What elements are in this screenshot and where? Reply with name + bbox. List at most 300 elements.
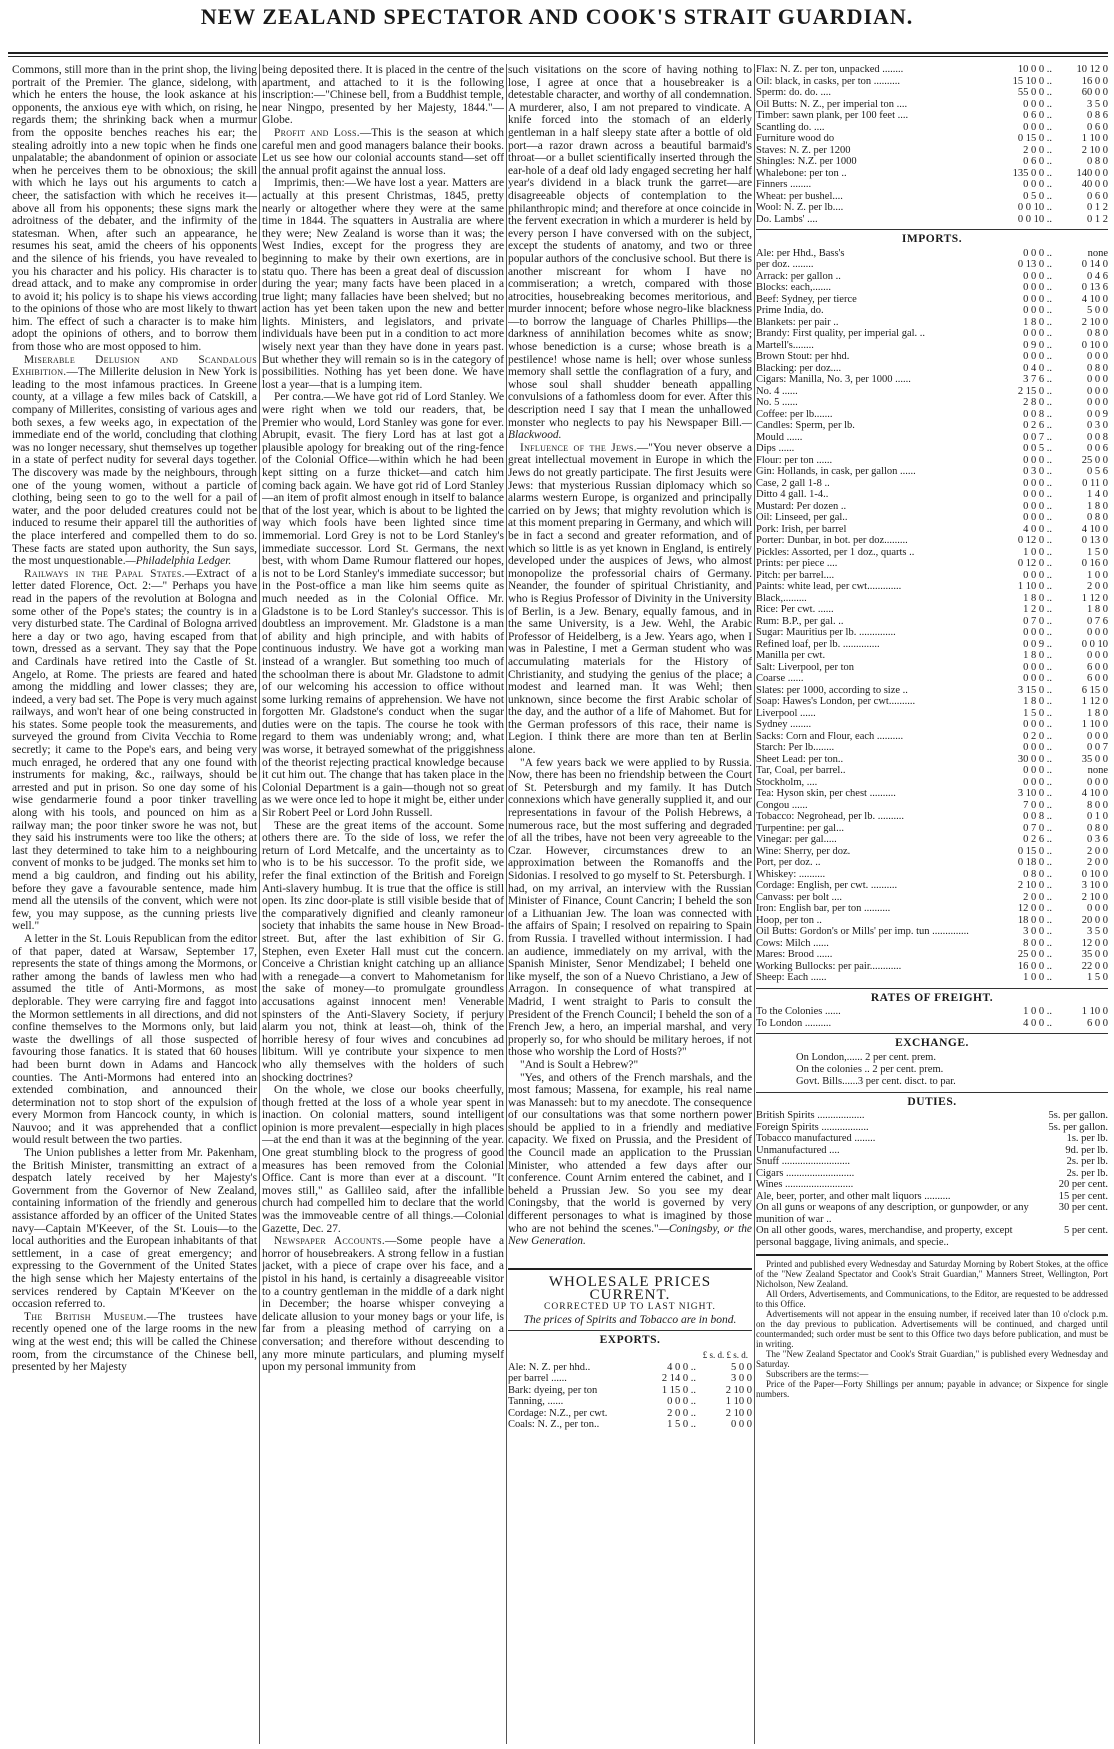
wholesale-prices-subtitle: CORRECTED UP TO LAST NIGHT. (544, 1302, 716, 1313)
price-low: 1 8 0 .. (1023, 696, 1052, 708)
price-high: none (1087, 765, 1108, 777)
item-name: Scantling do. .... (756, 121, 825, 133)
import-row (756, 754, 1108, 766)
price-high: 6 0 0 (1087, 1017, 1108, 1029)
item-name: Congou ...... (756, 799, 808, 811)
item-name: Oil Butts: N. Z., per imperial ton .... (756, 98, 908, 110)
item-name: Staves: N. Z. per 1200 (756, 144, 851, 156)
price-low: 1 8 0 .. (1023, 592, 1052, 604)
item-name: Paints: white lead, per cwt............. (756, 581, 902, 593)
import-row (756, 627, 1108, 639)
price-low: 1 15 0 .. (661, 1384, 696, 1396)
price-low: 0 0 0 .. (1023, 719, 1052, 731)
item-name: Whiskey: .......... (756, 868, 826, 880)
export-row (756, 133, 1108, 145)
article-text: —The Millerite delusion in New York is leading to the most infamous practices. In Greene county, at a village a few miles back of Catskill, a company of Millerites, consisting of various ages and both sexes, a few weeks ago, in expectation of the immediate end of the world, concluding that clothing was no longer necessary, shut themselves up together in a state of perfect nudity for several days together. The discovery was made by the neighbours, through one of the young women, without a particle of clothing, being seen to go to the well for a pail of water, and the poor deluded creatures could not be induced to resume their apparel till the authorities of the place interfered and compelled them to do so. These facts are stated upon authority, the Sun says, the most unquestionable. (12, 366, 257, 568)
article-paragraph: being deposited there. It is placed in the centre of the apartment, and attached to it is the following inscription:—"Chinese bell, from a Buddhist temple, near Ningpo, presented by her Majesty, 1844."—Globe. (262, 64, 504, 127)
price-high: 0 14 0 (1081, 259, 1108, 271)
import-row (756, 742, 1108, 754)
item-name: Case, 2 gall 1-8 .. (756, 477, 830, 489)
freight-row (756, 1006, 1108, 1018)
exports-table (508, 1362, 752, 1431)
price-low: 0 2 6 .. (1023, 420, 1052, 432)
item-name: Mares: Brood ...... (756, 949, 833, 961)
price-high: 2 10 0 (1081, 891, 1108, 903)
import-row (756, 409, 1108, 421)
item-name: Do. Lambs' .... (756, 213, 818, 225)
column-divider (259, 64, 260, 1744)
price-low: 8 0 0 .. (1023, 937, 1052, 949)
item-name: Starch: Per lb........ (756, 742, 835, 754)
item-name: Wheat: per bushel.... (756, 190, 843, 202)
exchange-line: On the colonies .. 2 per cent. prem. (796, 1063, 944, 1075)
price-low: 0 0 0 .. (1023, 742, 1052, 754)
masthead-rule (8, 52, 1108, 54)
price-low: 4 0 0 .. (667, 1361, 696, 1373)
item-name: Mustard: Per dozen .. (756, 500, 847, 512)
price-high: 0 16 0 (1081, 558, 1108, 570)
article-paragraph: These are the great items of the account. Some others there are. To the side of loss, we refer the return of Lord Metcalfe, and the uncertainty as to who is to be his successor. To the profit side, we refer the final extinction of the British and Foreign Anti-slavery humbug. It is true that the office is still open. Its zinc door-plate is still visible beside that of the comparatively dignified and cleanly ramoneur society that inhabits the same house in New Broad-street. But, after the last exhibition of Sir G. Stephen, even Exeter Hall must cut the concern. Conceive a Christian knight catching up an alliance with a renegade—a convert to Mahometanism for the sake of money—to promulgate groundless accusations against innocent men! Venerable spinsters of the Anti-Slavery Society, if perjury alarm you not, think at least—oh, think of the horrible heresy of four wives and concubines ad libitum. Will ye contribute your sixpence to men who ally themselves with the holders of such shocking doctrines? (262, 819, 504, 1084)
import-row (756, 593, 1108, 605)
export-row (508, 1362, 752, 1374)
price-low: 0 0 0 .. (1023, 351, 1052, 363)
price-high: 0 0 0 (1087, 776, 1108, 788)
masthead-rule-thin (8, 56, 1108, 57)
import-row (756, 374, 1108, 386)
item-name: Dips ...... (756, 443, 795, 455)
item-name: Brown Stout: per hhd. (756, 351, 850, 363)
price-high: 5 0 0 (731, 1361, 752, 1373)
import-row (756, 282, 1108, 294)
article-paragraph (12, 1311, 257, 1374)
article-paragraph (12, 354, 257, 568)
item-name: No. 4 ...... (756, 385, 798, 397)
price-low: 0 9 0 .. (1023, 339, 1052, 351)
item-name: Hoop, per ton .. (756, 914, 822, 926)
export-row (756, 87, 1108, 99)
article-text: such visitations on the score of having nothing to lose, I agree at once that a housebreaker is a detestable character, and worthy of all condemnation. A murderer, also, I am not prepared to vindicate. A knife forced into the stomach of an elderly gentleman in a half sleepy state after a bottle of old port—a razor drawn across a beautiful barmaid's throat—or a bullet scientifically inserted through the ear-hole of a deaf old lady engaged secreting her half year's dividend in a black trunk the garret—are disagreeable objects of contemplation to the philanthropic mind; and therefore at once coincide in the fervent execration in which a murderer is held by every person I have conversed with on the subject, except the students of anatomy, and two or three popular authors of the conclusive school. But there is another miscreant for whom I have no commiseration; a wretch, compared with those atrocities, housebreaking becomes meritorious, and murder innocent; before whose negro-like blackness—to borrow the language of Charles Phillips—the darkness of annihilation becomes white as snow; whose benediction is a curse; whose breath is a pestilence! whose name is hell; over whose sunless memory shall settle the conflagration of a fury, and whose soul shall shudder beneath appalling convulsions of a fathomless doom for ever. After this description need I say that I mean the unhallowed monster who neglects to pay his Newspaper Bill. (508, 64, 752, 429)
import-row (756, 616, 1108, 628)
price-high: 1 12 0 (1081, 696, 1108, 708)
item-name: Blankets: per pair .. (756, 316, 839, 328)
import-row (756, 535, 1108, 547)
price-high: 2 0 0 (1087, 845, 1108, 857)
item-name: Gin: Hollands, in cask, per gallon ...... (756, 466, 916, 478)
price-high: 6 0 0 (1087, 673, 1108, 685)
price-low: 0 5 0 .. (1023, 190, 1052, 202)
article-paragraph (262, 127, 504, 177)
article-text: —The trustees have recently opened one of the large rooms in the new wing at the west end; this will be called the Chinese room, from the circumstance of the Chinese bell, presented by her Majesty (12, 1310, 257, 1374)
price-low: 1 8 0 .. (1023, 316, 1052, 328)
export-row (508, 1419, 752, 1431)
export-row (756, 202, 1108, 214)
duty-item: Wines .......................... (756, 1179, 854, 1191)
price-low: 1 0 0 .. (1023, 546, 1052, 558)
imprint-line: Subscribers are the terms:— (766, 1369, 869, 1380)
item-name: Working Bullocks: per pair............ (756, 960, 902, 972)
export-row (508, 1396, 752, 1408)
price-high: 0 13 6 (1081, 282, 1108, 294)
price-high: 0 8 0 (1087, 362, 1108, 374)
price-low: 0 0 10 .. (1017, 213, 1052, 225)
price-low: 0 0 0 .. (1023, 293, 1052, 305)
price-high: 0 8 0 (1087, 156, 1108, 167)
item-name: Bark: dyeing, per ton (508, 1384, 598, 1396)
import-row (756, 823, 1108, 835)
price-low: 0 0 0 .. (1023, 776, 1052, 788)
item-name: Whalebone: per ton .. (756, 167, 847, 179)
import-row (756, 512, 1108, 524)
price-high: 12 0 0 (1081, 937, 1108, 949)
price-low: 16 0 0 .. (1017, 960, 1052, 972)
price-high: 3 0 0 (731, 1373, 752, 1385)
price-low: 3 0 0 .. (1023, 926, 1052, 938)
export-row (756, 110, 1108, 122)
import-row (756, 685, 1108, 697)
imprint-line: Advertisements will not appear in the ensuing number, if received later than 10 o'clock p.m. on the day previous to publication. Advertisements will be continued, and charged until countermanded; such order must be sent to this Office two days before publication, and must be in writing. (756, 1309, 1108, 1350)
item-name: Sacks: Corn and Flour, each .......... (756, 730, 904, 742)
price-high: 3 5 0 (1087, 98, 1108, 110)
price-low: 1 0 0 .. (1023, 1006, 1052, 1018)
price-high: 2 10 0 (725, 1384, 752, 1396)
price-low: 0 0 0 .. (1023, 247, 1052, 259)
item-name: Finners ........ (756, 179, 812, 190)
price-high: 40 0 0 (1081, 179, 1108, 190)
price-high: 0 0 0 (1087, 351, 1108, 363)
import-row (756, 524, 1108, 536)
price-high: 0 5 6 (1087, 466, 1108, 478)
price-high: 1 0 0 (1087, 569, 1108, 581)
price-low: 1 8 0 .. (1023, 650, 1052, 662)
item-name: Coals: N. Z., per ton.. (508, 1419, 600, 1431)
price-high: 0 1 0 (1087, 811, 1108, 823)
article-paragraph (262, 1235, 504, 1374)
price-high: 3 5 0 (1087, 926, 1108, 938)
item-name: Canvass: per bolt .... (756, 891, 843, 903)
price-low: 0 13 0 .. (1017, 259, 1052, 271)
import-row (756, 455, 1108, 467)
duty-rate: 2s. per lb. (1066, 1156, 1108, 1168)
price-low: 30 0 0 .. (1017, 753, 1052, 765)
item-name: Sheep: Each ...... (756, 972, 827, 984)
price-low: 0 0 9 .. (1023, 638, 1052, 650)
duty-row (756, 1156, 1108, 1168)
price-low: 1 5 0 .. (667, 1419, 696, 1431)
price-high: 0 8 0 (1087, 328, 1108, 340)
price-low: 0 7 0 .. (1023, 822, 1052, 834)
item-name: Coffee: per lb....... (756, 408, 833, 420)
import-row (756, 880, 1108, 892)
item-name: Timber: sawn plank, per 100 feet .... (756, 110, 909, 121)
price-low: 2 0 0 .. (1023, 144, 1052, 156)
import-row (756, 892, 1108, 904)
item-name: Wool: N. Z. per lb.... (756, 202, 844, 213)
price-low: 1 0 0 .. (1023, 972, 1052, 984)
article-text: —This is the season at which careful men and good managers balance their books. Let us see how our colonial accounts stand—set off the annual profit against the annual loss. (262, 126, 504, 177)
item-name: Cows: Milch ...... (756, 937, 829, 949)
duty-rate: 9d. per lb. (1065, 1144, 1108, 1156)
price-high: 4 10 0 (1081, 523, 1108, 535)
item-name: Oil: black, in casks, per ton .......... (756, 75, 901, 87)
price-high: 0 0 0 (1087, 730, 1108, 742)
item-name: Iron: English bar, per ton .......... (756, 903, 891, 915)
export-row (508, 1373, 752, 1385)
price-low: 0 0 7 .. (1023, 431, 1052, 443)
duty-rate: 5 per cent. (1063, 1225, 1108, 1237)
price-low: 0 0 0 .. (1023, 121, 1052, 133)
price-low: 0 12 0 .. (1017, 558, 1052, 570)
import-row (756, 961, 1108, 973)
duty-item: Cigars .......................... (756, 1167, 855, 1179)
price-low: 0 0 0 .. (1023, 179, 1052, 190)
price-low: 0 0 0 .. (1023, 305, 1052, 317)
import-row (756, 650, 1108, 662)
price-high: 0 0 0 (1087, 627, 1108, 639)
price-low: 0 0 0 .. (1023, 661, 1052, 673)
import-row (756, 788, 1108, 800)
import-row (756, 777, 1108, 789)
duties-table (756, 1110, 1108, 1248)
duty-rate: 2s. per lb. (1066, 1167, 1108, 1179)
import-row (756, 869, 1108, 881)
import-row (756, 397, 1108, 409)
price-high: 8 0 0 (1087, 799, 1108, 811)
price-high: 0 0 6 (1087, 443, 1108, 455)
exports-title: EXPORTS. (508, 1330, 752, 1347)
item-name: Oil: Linseed, per gal.. (756, 512, 848, 524)
import-row (756, 708, 1108, 720)
article-source: —Blackwood. (508, 416, 752, 442)
import-row (756, 259, 1108, 271)
duty-row (756, 1225, 1108, 1248)
import-row (756, 662, 1108, 674)
import-row (756, 248, 1108, 260)
price-high: 2 10 0 (1081, 316, 1108, 328)
price-high: 3 10 0 (1081, 880, 1108, 892)
price-low: 0 7 0 .. (1023, 615, 1052, 627)
imprint-line: Price of the Paper—Forty Shillings per annum; payable in advance; or Sixpence for single numbers. (756, 1379, 1108, 1400)
column-divider (506, 64, 507, 1744)
price-high: 1 8 0 (1087, 604, 1108, 616)
item-name: Furniture wood do (756, 133, 835, 144)
price-low: 0 15 0 .. (1017, 133, 1052, 144)
item-name: Ale: N. Z. per hhd.. (508, 1361, 591, 1373)
price-high: 2 10 0 (725, 1407, 752, 1419)
price-low: 25 0 0 .. (1017, 949, 1052, 961)
price-high: 0 1 2 (1087, 213, 1108, 225)
article-paragraph (508, 64, 752, 442)
price-low: 1 10 0 .. (1017, 581, 1052, 593)
freight-table (756, 1006, 1108, 1029)
price-high: 0 6 0 (1087, 121, 1108, 133)
item-name: Flax: N. Z. per ton, unpacked ........ (756, 64, 904, 75)
item-name: Turpentine: per gal... (756, 822, 844, 834)
import-row (756, 938, 1108, 950)
import-row (756, 466, 1108, 478)
article-source: —Philadelphia Ledger. (125, 555, 232, 568)
price-high: 20 0 0 (1081, 914, 1108, 926)
imprint-line: All Orders, Advertisements, and Communications, to the Editor, are requested to be addressed to this Office. (756, 1289, 1108, 1310)
price-low: 2 10 0 .. (1017, 880, 1052, 892)
price-low: 135 0 0 .. (1012, 167, 1052, 179)
price-low: 0 8 0 .. (1023, 868, 1052, 880)
import-row (756, 731, 1108, 743)
price-high: 16 0 0 (1081, 75, 1108, 87)
import-row (756, 581, 1108, 593)
import-row (756, 317, 1108, 329)
export-row (756, 179, 1108, 191)
price-low: 0 0 0 .. (1023, 569, 1052, 581)
article-paragraph (508, 1072, 752, 1248)
export-row (508, 1385, 752, 1397)
exchange-list (756, 1052, 1108, 1088)
price-low: 0 0 0 .. (1023, 98, 1052, 110)
article-paragraph: Per contra.—We have got rid of Lord Stanley. We were right when we told our readers, that, be Premier who would, Lord Stanley was gone for ever. Abrupit, evasit. The fiery Lord has at last got a plausible apology for breaking out of the ring-fence of the Colonial Office—within which he had been kept sitting on a furze thicket—and catch him coming back again. We have got rid of Lord Stanley—an item of profit almost enough in itself to balance that of the lost year, which is about to be lighted the way which fools have been lighted since time immemorial. Lord Grey is not to be Lord Stanley's immediate successor. Lord St. Germans, the next best, with whom Dame Rumour flattered our hopes, is not to be Lord Stanley's immediate successor; but in the Post-office a man like him seems quite as much needed as in the Colonial Office. Mr. Gladstone is to be Lord Stanley's successor. This is doubtless an improvement. Mr. Gladstone is a man of ability and high principle, and with habits of continuous industry. We have got a working man instead of a wrangler. But something too much of the schoolman there is about Mr. Gladstone to admit of our welcoming his accession to office without some lurking remains of apprehension. We have not forgotten Mr. Gladstone's conduct when the sugar duties were on the tapis. The course he took with regard to them was undeniably wrong; and, what was worse, it betrayed somewhat of the priggishness of the theorist rejecting practical knowledge because it cut him out. The change that has taken place in the Colonial Department is a gain—though not so great as we were once led to hope it might be, either under Sir Robert Peel or Lord John Russell. (262, 391, 504, 820)
price-high: 0 7 6 (1087, 615, 1108, 627)
price-low: 3 7 6 .. (1023, 374, 1052, 386)
price-high: 140 0 0 (1076, 167, 1108, 179)
column-4 (756, 64, 1108, 1744)
price-high: 0 4 6 (1087, 270, 1108, 282)
import-row (756, 857, 1108, 869)
price-high: 2 10 0 (1081, 144, 1108, 156)
export-row (756, 156, 1108, 168)
price-low: 2 14 0 .. (661, 1373, 696, 1385)
import-row (756, 489, 1108, 501)
item-name: Martell's........ (756, 339, 814, 351)
exports-units-header: £ s. d. £ s. d. (702, 1349, 748, 1360)
duties-title: DUTIES. (756, 1092, 1108, 1109)
import-row (756, 696, 1108, 708)
item-name: Tobacco: Negrohead, per lb. .......... (756, 811, 904, 823)
masthead-title: NEW ZEALAND SPECTATOR AND COOK'S STRAIT GUARDIAN. (200, 4, 914, 29)
price-low: 0 0 0 .. (1023, 282, 1052, 294)
price-high: 1 10 0 (1081, 719, 1108, 731)
price-low: 4 0 0 .. (1023, 1017, 1052, 1029)
price-low: 0 0 5 .. (1023, 443, 1052, 455)
column-2 (262, 64, 504, 1744)
article-text: "Yes, and others of the French marshals, and the most famous; Massena, for example, his real name was Manasseh: but to my anecdote. The consequence of our consultations was that some northern power should be applied to in a friendly and mediative capacity. We fixed on Prussia, and the President of the Council made an application to the Prussian Minister, who attended a few days after our conference. Count Arnim entered the cabinet, and I beheld a Prussian Jew. So you see my dear Coningsby, that the world is governed by very different personages to what is imagined by those who are not behind the scenes." (508, 1071, 752, 1235)
import-row (756, 811, 1108, 823)
import-row (756, 328, 1108, 340)
item-name: Stockholm, .... (756, 776, 818, 788)
item-name: Pickles: Assorted, per 1 doz., quarts .. (756, 546, 915, 558)
item-name: Arrack: per gallon .. (756, 270, 841, 282)
article-paragraph: On the whole, we close our books cheerfully, though fretted at the loss of a whole year spent in inaction. On colonial matters, sound intelligent opinion is more prevalent—especially in high places—at the end than it was at the beginning of the year. One great stumbling block to the progress of good measures has been removed from the Colonial Office. Cant is more than ever at a discount. "It moves still," as Gallileo said, after the infallible church had compelled him to declare that the world was the immoveable centre of all things.—Colonial Gazette, Dec. 27. (262, 1084, 504, 1235)
duty-row (756, 1202, 1108, 1225)
price-low: 0 0 0 .. (1023, 627, 1052, 639)
item-name: Porter: Dunbar, in bot. per doz......... (756, 535, 908, 547)
price-low: 0 2 6 .. (1023, 834, 1052, 846)
item-name: per barrel ...... (508, 1373, 567, 1385)
price-low: 55 0 0 .. (1017, 87, 1052, 98)
import-row (756, 420, 1108, 432)
duty-item: Tobacco manufactured ........ (756, 1133, 876, 1145)
import-row (756, 501, 1108, 513)
price-high: 6 0 0 (1087, 661, 1108, 673)
price-high: 0 8 6 (1087, 110, 1108, 121)
item-name: Manilla per cwt. (756, 650, 826, 662)
wholesale-prices-note: The prices of Spirits and Tobacco are in bond. (523, 1313, 737, 1326)
price-high: 0 0 0 (1087, 397, 1108, 409)
price-high: 0 11 0 (1082, 477, 1108, 489)
duty-item: On all guns or weapons of any description, or gunpowder, or any munition of war .. (756, 1202, 1029, 1225)
item-name: Sheet Lead: per ton.. (756, 753, 844, 765)
price-high: 1 8 0 (1087, 707, 1108, 719)
price-high: 1 5 0 (1087, 972, 1108, 984)
freight-title: RATES OF FREIGHT. (756, 988, 1108, 1005)
price-high: 0 0 0 (1087, 903, 1108, 915)
duty-rate: 30 per cent. (1058, 1202, 1108, 1214)
price-low: 0 0 0 .. (1023, 328, 1052, 340)
price-high: 0 1 2 (1087, 202, 1108, 213)
article-text: —Extract of a letter dated Florence, Oct. 2:—" Perhaps you have read in the papers of the revolution at Bologna and some other of the Pope's states; the country is in a very disturbed state. The Cardinal of Bologna arrived here a day or two ago, having escaped from that town, dressed as a servant. They say that the Pope and Cardinals have retired into the Castle of St. Angelo, at Rome. The priests are feared and hated among the middling and lower classes; they are, indeed, a very bad set. The Pope is very much against railways, and won't hear of one being constructed in his states. Some people took the measurements, and surveyed the ground from Civita Vecchia to Rome secretly; it came to the Pope's ears, and being very much enraged, he ordered that any one found with instruments for making, &c., railways, should be arrested and put in prison. So one day some of his wise gendarmerie found a poor tinker travelling along with his tools, and pounced on him as a railway man; the poor tinker swore he was not, but they said his instruments were too like the others; at last they determined to take him to a neighbouring convent of monks to be judged. The monks set him to mend a big cauldron, and finding out his ability, before they gave a favourable sentence, made him mend all the utensils of the convent, which were not few, you may suppose, as the cunning priests live well." (12, 567, 257, 933)
column-3 (508, 64, 752, 1744)
column-3-articles (508, 64, 752, 1262)
article-heading: The British Museum. (24, 1310, 147, 1323)
item-name: Shingles: N.Z. per 1000 (756, 156, 857, 167)
item-name: Wine: Sherry, per doz. (756, 845, 851, 857)
import-row (756, 558, 1108, 570)
price-high: none (1087, 247, 1108, 259)
article-paragraph: A letter in the St. Louis Republican from the editor of that paper, dated at Warsaw, September 17, represents the state of things among the Mormons, or rather among the bands of lawless men who had assumed the title of Anti-Mormons, as most deplorable. They were carrying fire and faggot into the Mormon settlements in all directions, and did not confine themselves to the Mormons only, but laid waste the dwellings of all those suspected of favouring those fanatics. It is stated that 60 houses had been burnt down in Adams and Hancock counties. The Anti-Mormons had entered into an extended combination, and announced their determination not to stop short of the expulsion of every Mormon from Hancock county, in which is Nauvoo; and it was apprehended that a conflict would result between the two parties. (12, 932, 257, 1147)
article-paragraph (508, 442, 752, 757)
item-name: Beef: Sydney, per tierce (756, 293, 857, 305)
item-name: Tea: Hyson skin, per chest .......... (756, 788, 896, 800)
duty-rate: 5s. per gallon. (1048, 1121, 1108, 1133)
imprint-line: The "New Zealand Spectator and Cook's Strait Guardian," is published every Wednesday and Saturday. (756, 1349, 1108, 1370)
item-name: Port, per doz. .. (756, 857, 821, 869)
price-low: 0 0 0 .. (667, 1396, 696, 1408)
article-paragraph (12, 568, 257, 933)
export-row (756, 214, 1108, 226)
price-low: 18 0 0 .. (1017, 914, 1052, 926)
duty-row (756, 1145, 1108, 1157)
imprint-line: Printed and published every Wednesday and Saturday Morning by Robert Stokes, at the office of the "New Zealand Spectator and Cook's Strait Guardian," Manners Street, Wellington, Port Nicholson, New Zealand. (756, 1259, 1108, 1290)
imports-title: IMPORTS. (756, 229, 1108, 246)
price-low: 2 8 0 .. (1023, 397, 1052, 409)
article-heading: Profit and Loss. (274, 126, 360, 139)
item-name: Vinegar: per gal..... (756, 834, 837, 846)
import-row (756, 443, 1108, 455)
article-paragraph: "A few years back we were applied to by Russia. Now, there has been no friendship between the Court of St. Petersburgh and my family. It has Dutch connexions which have generally supplied it, and our representations in favour of the Polish Hebrews, a numerous race, but the most suffering and degraded of all the tribes, have not been very agreeable to the Czar. However, circumstances drew to an approximation between the Romanoffs and the Sidonias. I resolved to go myself to St. Petersburgh. I had, on my arrival, an interview with the Russian Minister of Finance, Count Cancrin; I beheld the son of a Lithuanian Jew. The loan was connected with the affairs of Spain; I resolved on repairing to Spain from Russia. I travelled without intermission. I had an audience, immediately on my arrival, with the Spanish Minister, Senor Mendizabel; I beheld one like myself, the son of a Nuevo Christiano, a Jew of Arragon. In consequence of what transpired at Madrid, I went straight to Paris to consult the President of the French Council; I beheld the son of a French Jew, a hero, an imperial marshal, and very properly so, for who should be military heroes, if not those who worship the Lord of Hosts?" (508, 756, 752, 1059)
article-text: —Some people have a horror of housebreakers. A strong fellow in a fustian jacket, with a piece of crape over his face, and a pistol in his hand, is certainly a disagreeable visitor to a country gentleman in the middle of a dark night in December; the hoarse whisper conveying a delicate allusion to your money bags or your life, is far from a pleasing method of carrying on a conversation; and therefore without descending to any more minute particulars, and pluming myself upon my personal immunity from (262, 1235, 504, 1374)
price-high: 1 4 0 (1087, 489, 1108, 501)
price-high: 4 10 0 (1081, 788, 1108, 800)
price-low: 0 6 0 .. (1023, 156, 1052, 167)
import-row (756, 926, 1108, 938)
price-high: 60 0 0 (1081, 87, 1108, 98)
duty-item: On all other goods, wares, merchandise, and property, except personal baggage, living animals, and specie.. (756, 1225, 1013, 1248)
price-low: 0 6 0 .. (1023, 110, 1052, 121)
duty-row (756, 1122, 1108, 1134)
price-low: 2 0 0 .. (1023, 891, 1052, 903)
freight-row (756, 1018, 1108, 1030)
item-name: Flour: per ton ...... (756, 454, 833, 466)
item-name: Coarse ...... (756, 673, 804, 685)
price-high: 1 5 0 (1087, 546, 1108, 558)
article-heading: Miserable Delusion and Scandalous Exhibition. (12, 353, 257, 379)
import-row (756, 800, 1108, 812)
price-low: 0 4 0 .. (1023, 362, 1052, 374)
price-low: 0 0 0 .. (1023, 477, 1052, 489)
price-high: 0 6 0 (1087, 190, 1108, 202)
price-low: 7 0 0 .. (1023, 799, 1052, 811)
export-row (756, 122, 1108, 134)
import-row (756, 294, 1108, 306)
import-row (756, 351, 1108, 363)
exchange-line: On London,...... 2 per cent. prem. (796, 1051, 936, 1063)
